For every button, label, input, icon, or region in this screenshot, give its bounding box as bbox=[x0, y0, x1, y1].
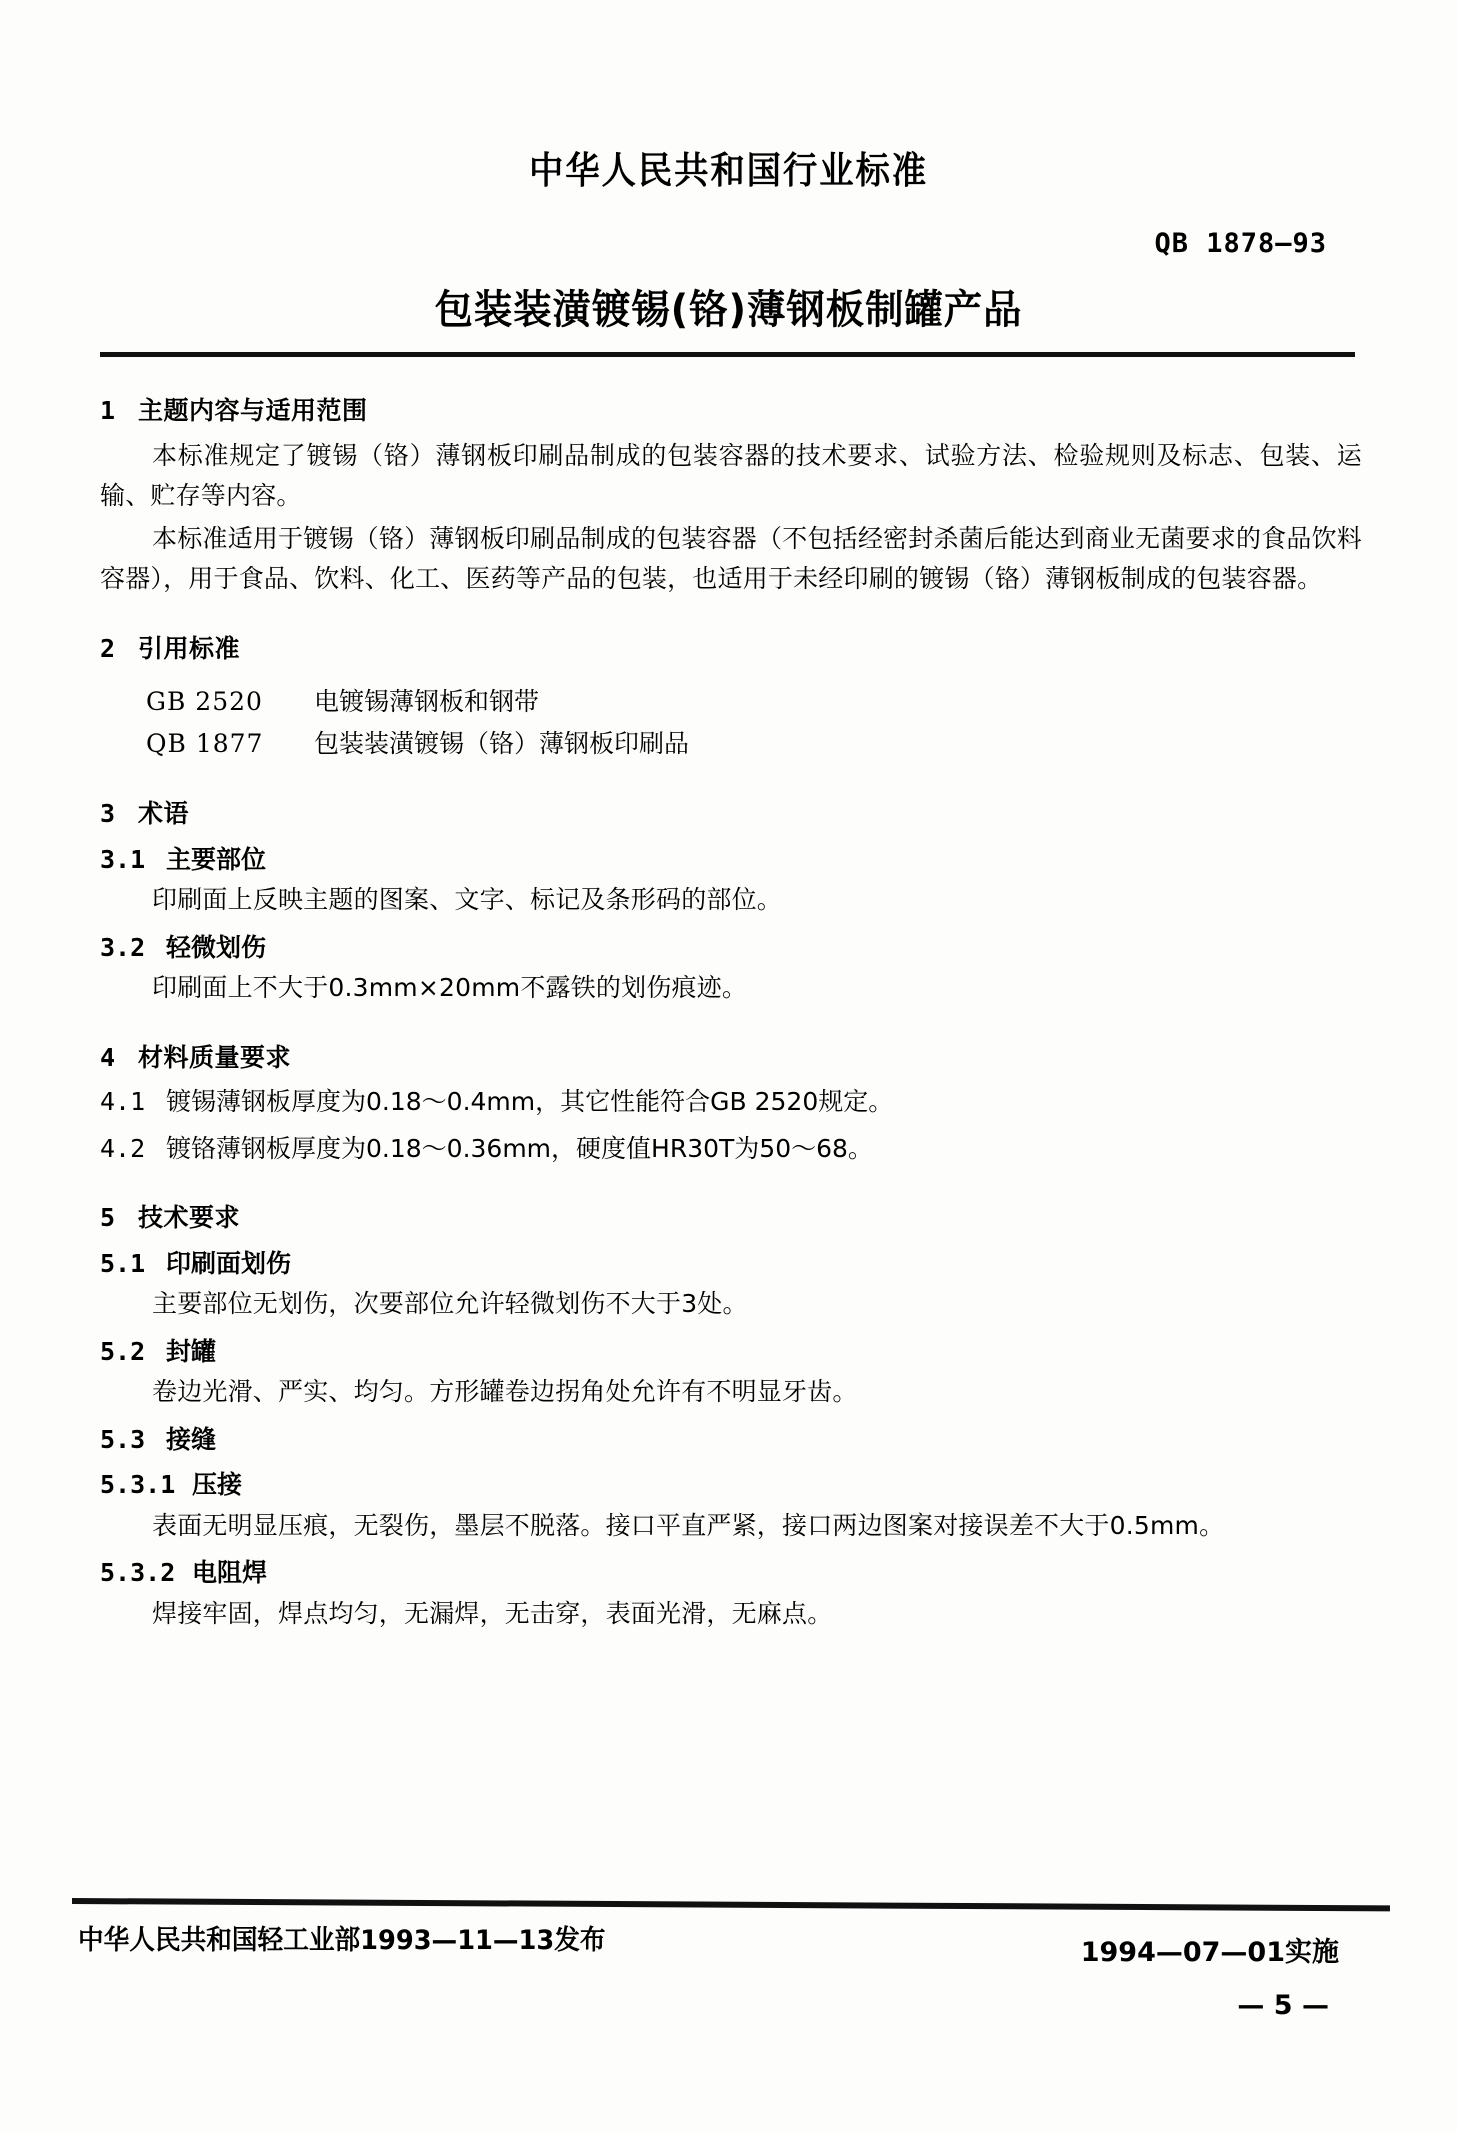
reference-code-qb1877: QB 1877 bbox=[146, 729, 264, 758]
subsection-body-5-2: 卷边光滑、严实、均匀。方形罐卷边拐角处允许有不明显牙齿。 bbox=[152, 1377, 858, 1406]
footer-effective-date: 1994—07—01实施 bbox=[1080, 1937, 1339, 1968]
subsection-body-5-1: 主要部位无划伤，次要部位允许轻微划伤不大于3处。 bbox=[152, 1289, 748, 1318]
reference-name-gb2520: 电镀锡薄钢板和钢带 bbox=[314, 687, 540, 716]
subsection-heading-5-3-1 bbox=[100, 1466, 1362, 1504]
subsection-number-5-3-1: 5.3.1 bbox=[100, 1470, 176, 1499]
subsection-body-3-2: 印刷面上不大于0.3mm×20mm不露铁的划伤痕迹。 bbox=[152, 973, 748, 1002]
section-heading-2 bbox=[100, 630, 1362, 668]
clause-4-1 bbox=[100, 1082, 1362, 1123]
paragraph-1-1: 本标准规定了镀锡（铬）薄钢板印刷品制成的包装容器的技术要求、试验方法、检验规则及标志、包装、运输、贮存等内容。 bbox=[100, 440, 1362, 510]
reference-code-gb2520: GB 2520 bbox=[146, 687, 263, 716]
subsection-number-5-1: 5.1 bbox=[100, 1248, 146, 1278]
document-body bbox=[100, 392, 1362, 1636]
subsection-heading-5-3-2 bbox=[100, 1554, 1362, 1592]
section-title-2: 引用标准 bbox=[138, 633, 241, 663]
paragraph-1-2: 本标准适用于镀锡（铬）薄钢板印刷品制成的包装容器（不包括经密封杀菌后能达到商业无菌要求的食品饮料容器），用于食品、饮料、化工、医药等产品的包装，也适用于未经印刷的镀锡（铬）薄钢板制成的包装容器。 bbox=[100, 523, 1362, 593]
section-heading-3 bbox=[100, 795, 1362, 833]
section-title-5: 技术要求 bbox=[138, 1203, 241, 1232]
section-number-4: 4 bbox=[100, 1042, 116, 1072]
footer-issuer-and-release-date: 中华人民共和国轻工业部1993—11—13发布 bbox=[78, 1925, 606, 1956]
section-number-3: 3 bbox=[100, 799, 116, 828]
subsection-title-5-1: 印刷面划伤 bbox=[166, 1248, 292, 1278]
standard-number: QB 1878—93 bbox=[1154, 228, 1327, 259]
footer-divider bbox=[72, 1898, 1390, 1911]
section-title-4: 材料质量要求 bbox=[138, 1042, 292, 1072]
subsection-title-5-3-1: 压接 bbox=[192, 1470, 243, 1499]
page-title: 包装装潢镀锡(铬)薄钢板制罐产品 bbox=[434, 287, 1023, 333]
clause-number-4-2: 4.2 bbox=[100, 1133, 146, 1163]
clause-number-4-1: 4.1 bbox=[100, 1087, 146, 1116]
clause-body-4-2: 镀铬薄钢板厚度为0.18～0.36mm，硬度值HR30T为50～68。 bbox=[166, 1133, 873, 1163]
reference-name-qb1877: 包装装潢镀锡（铬）薄钢板印刷品 bbox=[314, 729, 690, 758]
subsection-number-5-3-2: 5.3.2 bbox=[100, 1558, 176, 1587]
subsection-title-3-1: 主要部位 bbox=[166, 844, 267, 874]
subsection-body-5-3-1: 表面无明显压痕，无裂伤，墨层不脱落。接口平直严紧，接口两边图案对接误差不大于0.5mm。 bbox=[152, 1510, 1225, 1540]
subsection-title-5-2: 封罐 bbox=[166, 1336, 217, 1366]
clause-4-2 bbox=[100, 1129, 1362, 1170]
subsection-number-3-2: 3.2 bbox=[100, 932, 146, 962]
clause-body-4-1: 镀锡薄钢板厚度为0.18～0.4mm，其它性能符合GB 2520规定。 bbox=[166, 1087, 894, 1116]
national-standard-header: 中华人民共和国行业标准 bbox=[529, 149, 928, 192]
section-number-5: 5 bbox=[100, 1203, 116, 1232]
subsection-body-5-3-2: 焊接牢固，焊点均匀，无漏焊，无击穿，表面光滑，无麻点。 bbox=[152, 1598, 833, 1628]
section-title-3: 术语 bbox=[138, 799, 190, 828]
section-heading-1 bbox=[100, 392, 1362, 430]
subsection-body-3-1: 印刷面上反映主题的图案、文字、标记及条形码的部位。 bbox=[152, 885, 783, 914]
subsection-title-3-2: 轻微划伤 bbox=[166, 932, 267, 962]
subsection-number-3-1: 3.1 bbox=[100, 844, 146, 874]
page-number: — 5 — bbox=[1237, 1990, 1329, 2021]
section-number-1: 1 bbox=[100, 396, 116, 425]
subsection-title-5-3: 接缝 bbox=[166, 1424, 217, 1454]
section-heading-4 bbox=[100, 1039, 1362, 1077]
subsection-heading-5-3 bbox=[100, 1421, 1362, 1459]
header-divider bbox=[100, 352, 1355, 357]
section-heading-5 bbox=[100, 1199, 1362, 1237]
reference-item-gb2520 bbox=[100, 681, 1362, 723]
subsection-heading-3-1 bbox=[100, 841, 1362, 879]
subsection-number-5-2: 5.2 bbox=[100, 1336, 146, 1366]
subsection-heading-5-1 bbox=[100, 1245, 1362, 1283]
section-title-1: 主题内容与适用范围 bbox=[138, 396, 368, 425]
subsection-title-5-3-2: 电阻焊 bbox=[192, 1558, 268, 1587]
subsection-heading-3-2 bbox=[100, 929, 1362, 967]
section-number-2: 2 bbox=[100, 633, 116, 663]
document-header bbox=[0, 140, 1457, 194]
subsection-number-5-3: 5.3 bbox=[100, 1424, 146, 1454]
subsection-heading-5-2 bbox=[100, 1333, 1362, 1371]
reference-item-qb1877 bbox=[100, 723, 1362, 765]
